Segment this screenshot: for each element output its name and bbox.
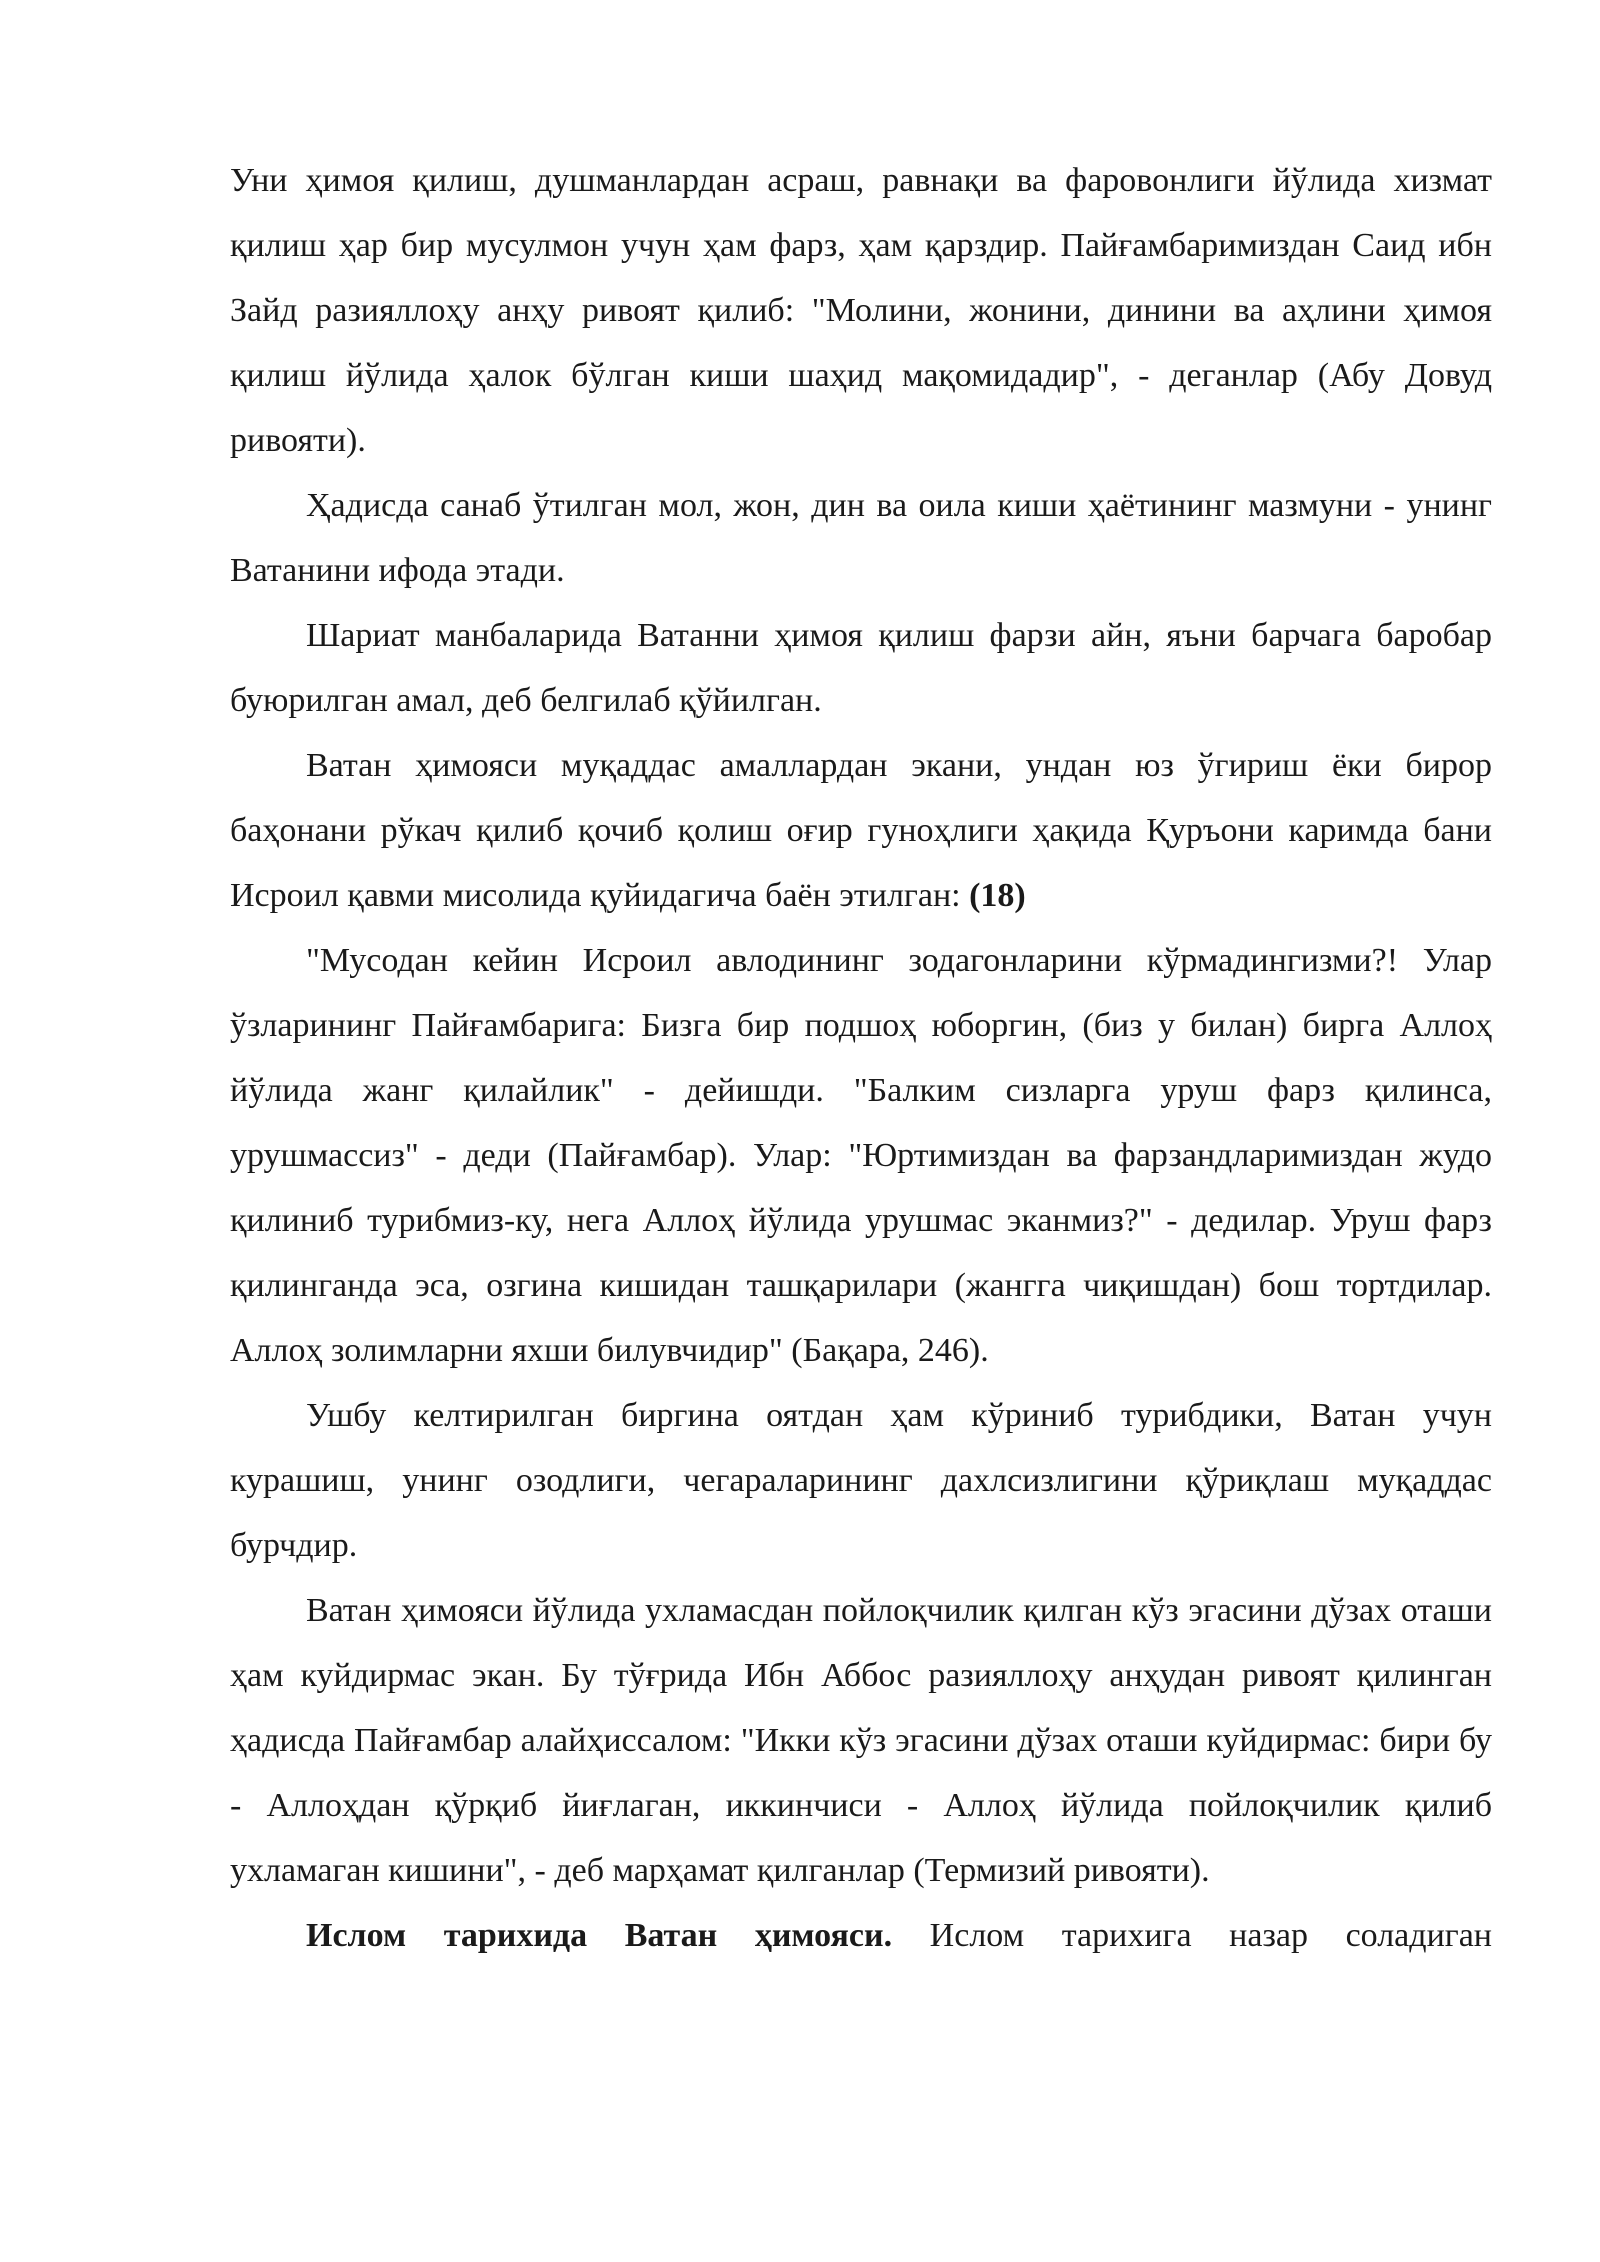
paragraph-6 xyxy=(230,1383,1492,1578)
document-page xyxy=(230,148,1492,1968)
footnote-reference: (18) xyxy=(969,877,1026,914)
paragraph-8-text: Ислом тарихига назар соладиган xyxy=(892,1917,1492,1954)
paragraph-2 xyxy=(230,473,1492,603)
paragraph-5-quran-quote xyxy=(230,928,1492,1383)
paragraph-1 xyxy=(230,148,1492,473)
paragraph-4-text: Ватан ҳимояси муқаддас амаллардан экани, ундан юз ўгириш ёки бирор баҳонани рўкач қилиб қочиб қолиш оғир гуноҳлиги ҳақида Қуръони каримда бани Исроил қавми мисолида қуйидагича баён этилган: xyxy=(230,747,1492,914)
paragraph-2-text: Ҳадисда санаб ўтилган мол, жон, дин ва оила киши ҳаётининг мазмуни - унинг Ватанини ифода этади. xyxy=(230,487,1492,589)
paragraph-8 xyxy=(230,1903,1492,1968)
paragraph-4 xyxy=(230,733,1492,928)
section-heading: Ислом тарихида Ватан ҳимояси. xyxy=(306,1917,893,1954)
paragraph-5-text: "Мусодан кейин Исроил авлодининг зодагонларини кўрмадингизми?! Улар ўзларининг Пайғамбарига: Бизга бир подшоҳ юборгин, (биз у билан) бирга Аллоҳ йўлида жанг қилайлик" - дейишди. "Балким сизларга уруш фарз қилинса, урушмассиз" - деди (Пайғамбар). Улар: "Юртимиздан ва фарзандларимиздан жудо қилиниб турибмиз-ку, нега Аллоҳ йўлида урушмас эканмиз?" - дедилар. Уруш фарз қилинганда эса, озгина кишидан ташқарилари (жангга чиқишдан) бош тортдилар. Аллоҳ золимларни яхши билувчидир" (Бақара, 246). xyxy=(230,942,1492,1369)
paragraph-1-text: Уни ҳимоя қилиш, душманлардан асраш, равнақи ва фаровонлиги йўлида хизмат қилиш ҳар бир мусулмон учун ҳам фарз, ҳам қарздир. Пайғамбаримиздан Саид ибн Зайд разияллоҳу анҳу ривоят қилиб: "Молини, жонини, динини ва аҳлини ҳимоя қилиш йўлида ҳалок бўлган киши шаҳид мақомидадир", - деганлар (Абу Довуд ривояти). xyxy=(230,162,1492,459)
paragraph-3-text: Шариат манбаларида Ватанни ҳимоя қилиш фарзи айн, яъни барчага баробар буюрилган амал, деб белгилаб қўйилган. xyxy=(230,617,1492,719)
paragraph-7-text: Ватан ҳимояси йўлида ухламасдан пойлоқчилик қилган кўз эгасини дўзах оташи ҳам куйдирмас экан. Бу тўғрида Ибн Аббос разияллоҳу анҳудан ривоят қилинган ҳадисда Пайғамбар алайҳиссалом: "Икки кўз эгасини дўзах оташи куйдирмас: бири бу - Аллоҳдан қўрқиб йиғлаган, иккинчиси - Аллоҳ йўлида пойлоқчилик қилиб ухламаган кишини", - деб марҳамат қилганлар (Термизий ривояти). xyxy=(230,1592,1492,1889)
paragraph-3 xyxy=(230,603,1492,733)
paragraph-7 xyxy=(230,1578,1492,1903)
paragraph-6-text: Ушбу келтирилган биргина оятдан ҳам кўриниб турибдики, Ватан учун курашиш, унинг озодлиги, чегараларининг дахлсизлигини қўриқлаш муқаддас бурчдир. xyxy=(230,1397,1492,1564)
